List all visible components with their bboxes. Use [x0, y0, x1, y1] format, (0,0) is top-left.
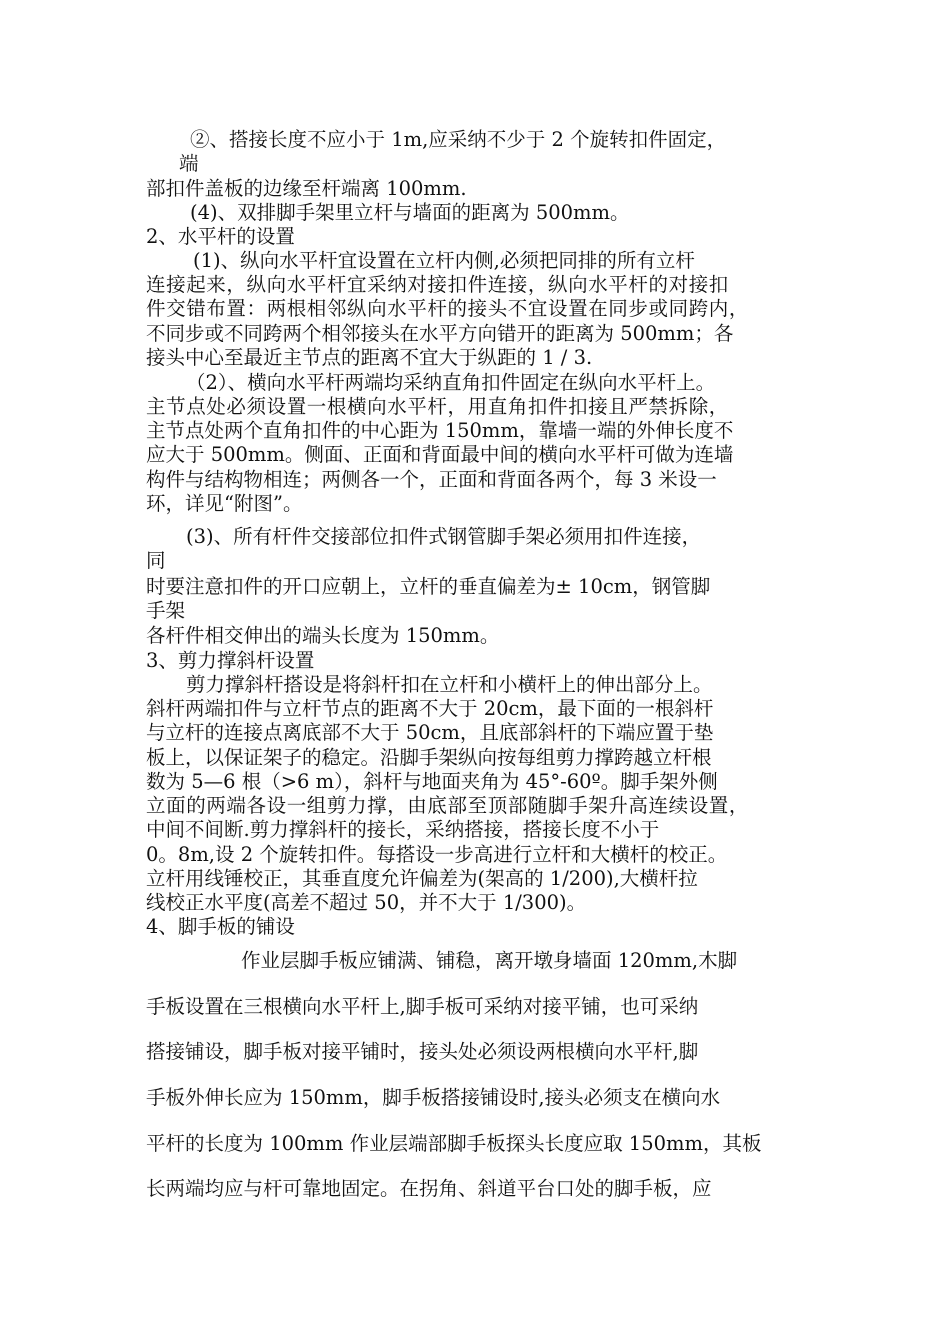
text-line: 接头中心至最近主节点的距离不宜大于纵距的 1 / 3.	[146, 346, 593, 369]
text-line: 主节点处必须设置一根横向水平杆，用直角扣件扣接且严禁拆除，	[146, 395, 729, 418]
text-line: 搭接铺设，脚手板对接平铺时，接头处必须设两根横向水平杆,脚	[146, 1040, 699, 1063]
text-line: 0。8m,设 2 个旋转扣件。每搭设一步高进行立杆和大横杆的校正。	[146, 843, 728, 866]
text-line: 斜杆两端扣件与立杆节点的距离不大于 20cm，最下面的一根斜杆	[146, 697, 714, 720]
text-line: 环，详见“附图”。	[146, 492, 303, 515]
text-line: 各杆件相交伸出的端头长度为 150mm。	[146, 624, 500, 647]
text-line: 应大于 500mm。侧面、正面和背面最中间的横向水平杆可做为连墙	[146, 443, 734, 466]
text-line: 连接起来，纵向水平杆宜采纳对接扣件连接，纵向水平杆的对接扣	[146, 273, 729, 296]
text-line: 与立杆的连接点离底部不大于 50cm，且底部斜杆的下端应置于垫	[146, 721, 714, 744]
text-line: ②、搭接长度不应小于 1m,应采纳不少于 2 个旋转扣件固定，	[190, 128, 727, 151]
text-line: 手板设置在三根横向水平杆上,脚手板可采纳对接平铺，也可采纳	[146, 995, 699, 1018]
text-line: 板上，以保证架子的稳定。沿脚手架纵向按每组剪力撑跨越立杆根	[146, 746, 712, 769]
text-line: 时要注意扣件的开口应朝上，立杆的垂直偏差为± 10cm，钢管脚	[146, 575, 711, 598]
text-line: 不同步或不同跨两个相邻接头在水平方向错开的距离为 500mm；各	[146, 322, 734, 345]
text-line: 作业层脚手板应铺满、铺稳，离开墩身墙面 120mm,木脚	[241, 949, 738, 972]
text-line: (1)、纵向水平杆宜设置在立杆内侧,必须把同排的所有立杆	[193, 249, 695, 272]
section-heading: 3、剪力撑斜杆设置	[146, 649, 315, 672]
text-line: (3)、所有杆件交接部位扣件式钢管脚手架必须用扣件连接，	[186, 525, 702, 548]
text-line: （2）、横向水平杆两端均采纳直角扣件固定在纵向水平杆上。	[186, 371, 716, 394]
text-line: 部扣件盖板的边缘至杆端离 100mm.	[146, 177, 467, 200]
text-line: 中间不间断.剪力撑斜杆的接长，采纳搭接，搭接长度不小于	[146, 818, 660, 841]
text-line: 构件与结构物相连；两侧各一个，正面和背面各两个，每 3 米设一	[146, 468, 717, 491]
text-line: 立杆用线锤校正，其垂直度允许偏差为(架高的 1/200),大横杆拉	[146, 867, 698, 890]
section-heading: 2、水平杆的设置	[146, 225, 295, 248]
text-line: 长两端均应与杆可靠地固定。在拐角、斜道平台口处的脚手板，应	[146, 1177, 712, 1200]
text-line: 平杆的长度为 100mm 作业层端部脚手板探头长度应取 150mm，其板	[146, 1132, 762, 1155]
text-line: 手架	[146, 599, 186, 622]
text-line: 端	[179, 152, 199, 175]
text-line: 手板外伸长应为 150mm，脚手板搭接铺设时,接头必须支在横向水	[146, 1086, 721, 1109]
section-heading: 4、脚手板的铺设	[146, 915, 295, 938]
text-line: 立面的两端各设一组剪力撑，由底部至顶部随脚手架升高连续设置，	[146, 794, 750, 817]
text-line: 数为 5—6 根（>6 m），斜杆与地面夹角为 45°-60º。脚手架外侧	[146, 770, 718, 793]
text-line: 件交错布置：两根相邻纵向水平杆的接头不宜设置在同步或同跨内，	[146, 297, 750, 320]
text-line: 剪力撑斜杆搭设是将斜杆扣在立杆和小横杆上的伸出部分上。	[186, 673, 713, 696]
text-line: 线校正水平度(高差不超过 50，并不大于 1/300)。	[146, 891, 587, 914]
text-line: (4)、双排脚手架里立杆与墙面的距离为 500mm。	[190, 201, 630, 224]
text-line: 同	[146, 549, 166, 572]
text-line: 主节点处两个直角扣件的中心距为 150mm，靠墙一端的外伸长度不	[146, 419, 734, 442]
